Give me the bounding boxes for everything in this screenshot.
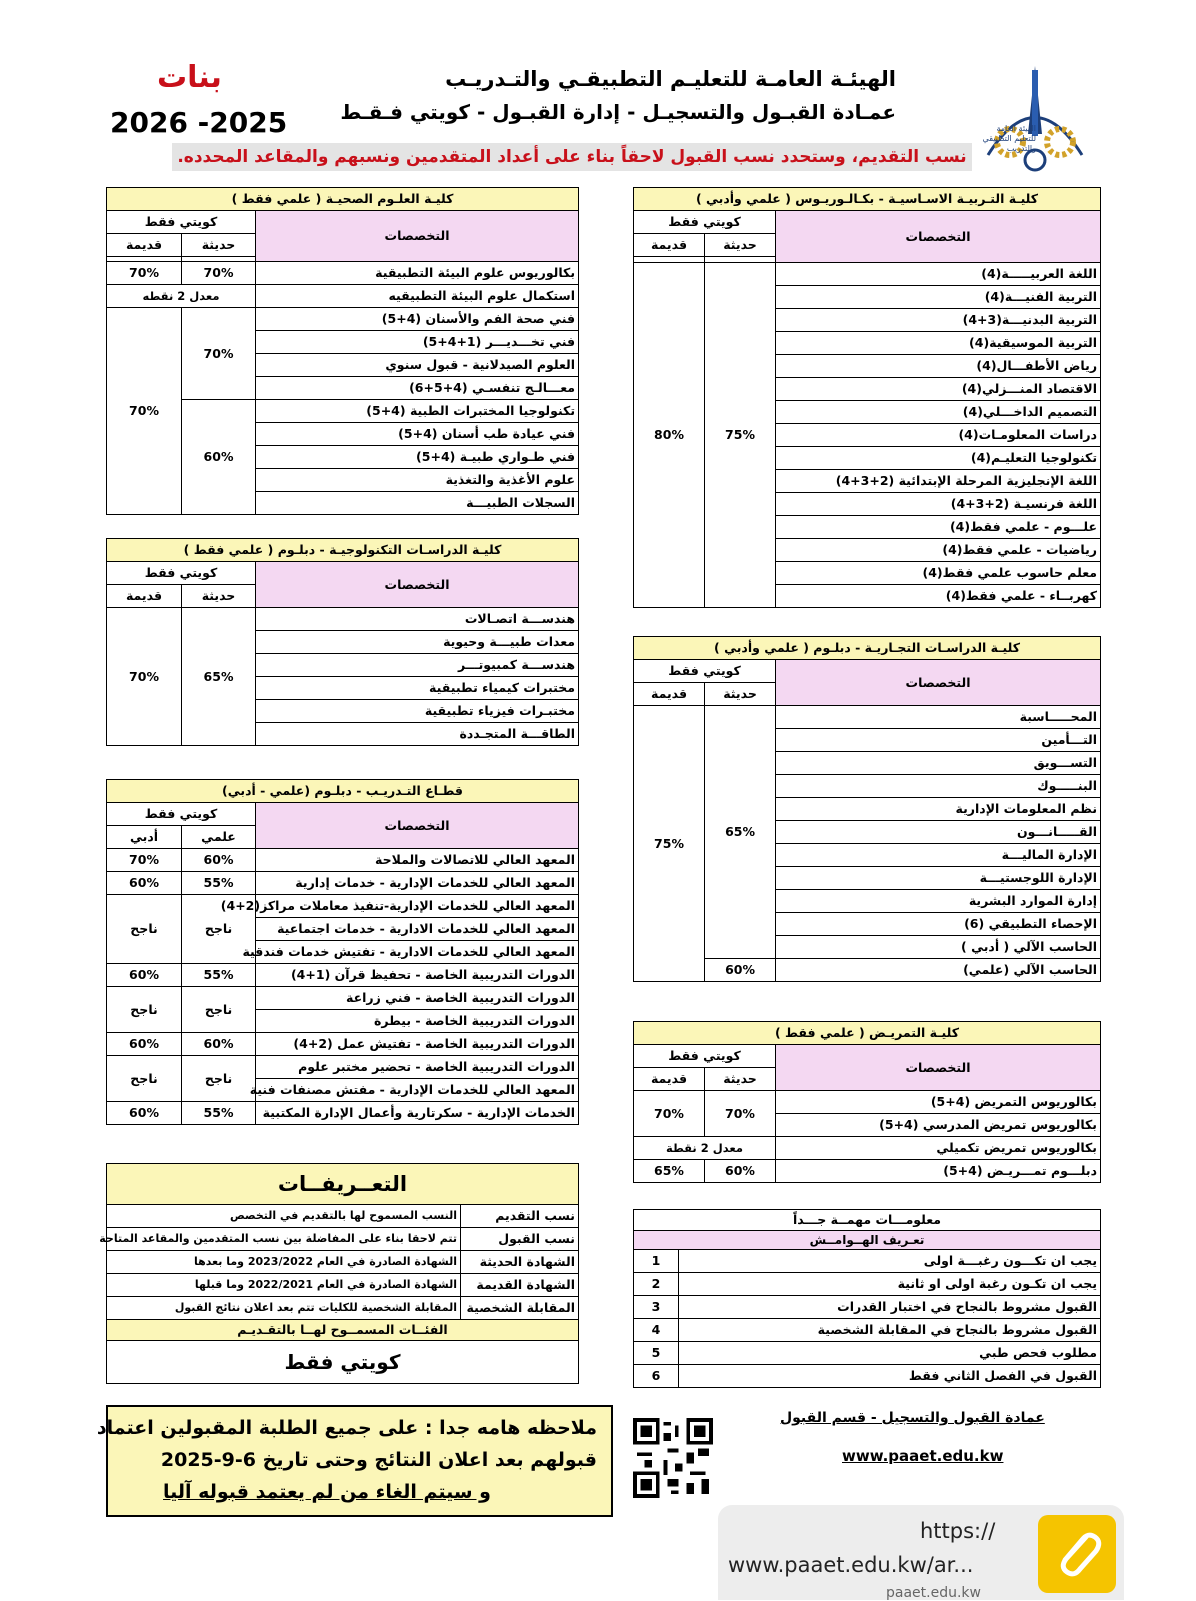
completion-requirement: معدل 2 نقطه	[107, 285, 256, 308]
new-percentage: 75%	[705, 263, 776, 608]
major-item: الحاسب الآلي (علمي)	[776, 959, 1101, 982]
old-cert-header: قديمة	[107, 234, 182, 257]
major-item: المحـــــاسبة	[776, 706, 1101, 729]
business-studies-table	[633, 636, 1101, 982]
footnote-number: 3	[634, 1296, 679, 1319]
definition-term: نسب القبول	[461, 1228, 579, 1251]
science-header: علمي	[182, 826, 256, 849]
definitions-table	[99, 1163, 579, 1384]
major-item: معـــالـج تنفسـي (4+5+6)	[256, 377, 579, 400]
major-item: رياض الأطفـــال(4)	[776, 355, 1101, 378]
major-item: التربية الموسيقية(4)	[776, 332, 1101, 355]
major-item: المعهد العالي للاتصالات والملاحة	[256, 849, 579, 872]
new-percentage: 60%	[705, 959, 776, 982]
note-line: و سيتم الغاء من لم يعتمد قبوله آليا	[163, 1481, 491, 1503]
science-percentage: 60%	[182, 1033, 256, 1056]
new-cert-header: حديثة	[705, 683, 776, 706]
science-percentage: ناجح	[182, 987, 256, 1033]
footnote-number: 2	[634, 1273, 679, 1296]
science-percentage: ناجح	[182, 895, 256, 964]
old-percentage: 75%	[634, 706, 705, 982]
footnote-text: القبول في الفصل الثاني فقط	[679, 1365, 1101, 1388]
major-item: التصميم الداخـــلي(4)	[776, 401, 1101, 424]
new-cert-header: حديثة	[705, 1068, 776, 1091]
new-percentage: 65%	[705, 706, 776, 959]
new-cert-header: حديثة	[705, 234, 776, 257]
paperclip-icon[interactable]	[1038, 1515, 1116, 1593]
basic-education-table	[633, 187, 1101, 608]
old-percentage: 70%	[107, 262, 182, 285]
footnote-number: 6	[634, 1365, 679, 1388]
major-item: معدات طبيـــة وحيوية	[256, 631, 579, 654]
literary-percentage: 60%	[107, 964, 182, 987]
literary-percentage: ناجح	[107, 1056, 182, 1102]
important-info-title: معلومـــات مهمــة جـــداً	[634, 1210, 1101, 1231]
new-percentage: 65%	[182, 608, 256, 746]
footnote-text: القبول مشروط بالنجاح في المقابلة الشخصية	[679, 1319, 1101, 1342]
new-percentage: 60%	[182, 400, 256, 515]
old-cert-header: قديمة	[107, 585, 182, 608]
footnote-text: القبول مشروط بالنجاح في اختبار القدرات	[679, 1296, 1101, 1319]
science-percentage: 55%	[182, 964, 256, 987]
major-item: معلم حاسوب علمي فقط(4)	[776, 562, 1101, 585]
major-item: المعهد العالي للخدمات الادارية - تفتيش خدمات فندقية	[256, 941, 579, 964]
definition-term: نسب التقديم	[461, 1205, 579, 1228]
health-sciences-title: كليـة العلـوم الصحيـة ( علمي فقط )	[107, 188, 579, 211]
new-cert-header: حديثة	[182, 234, 256, 257]
definition-text: الشهادة الصادرة في العام 2022/2021 وما قبلها	[107, 1274, 461, 1297]
major-item: الإدارة اللوجستيـــة	[776, 867, 1101, 890]
major-item: البنـــــوك	[776, 775, 1101, 798]
basic-education-title: كليـة التـربيـة الاسـاسيـة - بكـالـوريـوس ( علمي وأدبي )	[634, 188, 1101, 211]
major-item: التربية البدنيـــة(3+4)	[776, 309, 1101, 332]
major-item: مختبرات كيمياء تطبيقية	[256, 677, 579, 700]
specializations-header: التخصصات	[776, 211, 1101, 263]
major-item: القـــــانـــون	[776, 821, 1101, 844]
business-studies-title: كليـة الدراسـات التجـاريـة - دبلـوم ( علمي وأدبي )	[634, 637, 1101, 660]
old-percentage: 65%	[634, 1160, 705, 1183]
major-item: الاقتصاد المنـــزلي(4)	[776, 378, 1101, 401]
training-sector-table	[106, 779, 579, 1125]
major-item: اللغة فرنسيـة (2+3+4)	[776, 493, 1101, 516]
completion-requirement: معدل 2 نقطة	[634, 1137, 776, 1160]
new-percentage: 70%	[182, 262, 256, 285]
science-percentage: ناجح	[182, 1056, 256, 1102]
kuwaiti-only-header: كويتي فقط	[634, 660, 776, 683]
girls-label: بنات	[157, 60, 222, 95]
definitions-title: التعــريفــات	[107, 1164, 579, 1205]
definition-text: الشهادة الصادرة في العام 2023/2022 وما بعدها	[107, 1251, 461, 1274]
major-item: الدورات التدريبية الخاصة - تفتيش عمل (2+4)	[256, 1033, 579, 1056]
major-item: هندســـة كمبيوتـــر	[256, 654, 579, 677]
link-preview-popup[interactable]	[718, 1505, 1124, 1600]
major-item: مختبـرات فيزياء تطبيقية	[256, 700, 579, 723]
major-item: الدورات التدريبية الخاصة - بيطرة	[256, 1010, 579, 1033]
footnotes-title: تعـريف الهــوامــش	[634, 1231, 1101, 1250]
major-item: فني طـواري طبيـة (4+5)	[256, 446, 579, 469]
kuwaiti-only-header: كويتي فقط	[107, 803, 256, 826]
header-subtitle: عمـادة القبـول والتسجيـل - إدارة القبـول - كويتي فـقـط	[340, 100, 896, 124]
old-cert-header: قديمة	[634, 234, 705, 257]
major-item: الحاسب الآلي ( أدبي )	[776, 936, 1101, 959]
training-sector-title: قطـاع التـدريـب - دبلـوم (علمي - أدبي)	[107, 780, 579, 803]
tech-studies-title: كليـة الدراسـات التكنولوجيـة - دبلـوم ( علمي فقط )	[107, 539, 579, 562]
specializations-header: التخصصات	[256, 211, 579, 262]
major-item: دبلـــوم تمـــريـض (4+5)	[776, 1160, 1101, 1183]
new-percentage: 60%	[705, 1160, 776, 1183]
major-item: تكنولوجيا التعليـم(4)	[776, 447, 1101, 470]
literary-percentage: ناجح	[107, 987, 182, 1033]
application-notice: نسب التقديم، وستحدد نسب القبول لاحقاً بناء على أعداد المتقدمين ونسبهم والمقاعد المحدده.	[172, 143, 972, 171]
definition-text: تتم لاحقا بناء على المفاضلة بين نسب المتقدمين والمقاعد المتاحة	[107, 1228, 461, 1251]
major-item: رياضيات - علمي فقط(4)	[776, 539, 1101, 562]
science-percentage: 55%	[182, 872, 256, 895]
major-item: علـــوم - علمي فقط(4)	[776, 516, 1101, 539]
tech-studies-table	[106, 538, 579, 746]
science-percentage: 55%	[182, 1102, 256, 1125]
major-item: المعهد العالي للخدمات الإدارية - خدمات إدارية	[256, 872, 579, 895]
major-item: تكنولوجيا المختبرات الطبية (4+5)	[256, 400, 579, 423]
important-info-table	[633, 1209, 1101, 1388]
major-item: بكالوريوس تمريض المدرسي (4+5)	[776, 1114, 1101, 1137]
specializations-header: التخصصات	[256, 803, 579, 849]
major-item: المعهد العالي للخدمات الادارية - خدمات اجتماعية	[256, 918, 579, 941]
major-item: اللغة الإنجليزية المرحلة الإبتدائية (2+3+4)	[776, 470, 1101, 493]
allowed-categories-value: كويتي فقط	[107, 1341, 579, 1384]
new-percentage: 70%	[182, 308, 256, 400]
definition-term: الشهادة القديمة	[461, 1274, 579, 1297]
paaet-logo	[980, 60, 1090, 175]
old-percentage: 80%	[634, 263, 705, 608]
major-item: الدورات التدريبية الخاصة - تحفيظ قرآن (1+4)	[256, 964, 579, 987]
major-item: السجلات الطبيـــة	[256, 492, 579, 515]
footnote-number: 5	[634, 1342, 679, 1365]
logo-text: الهيئة العامة للتعليم التطبيقي والتدريب	[982, 124, 1036, 153]
major-item: استكمال علوم البيئة التطبيقيه	[256, 285, 579, 308]
major-item: كهربــاء - علمي فقط(4)	[776, 585, 1101, 608]
major-item: فني عيادة طب أسنان (4+5)	[256, 423, 579, 446]
major-item: الطاقـــة المتجـددة	[256, 723, 579, 746]
major-item: فني تخـــديـــر (1+4+5)	[256, 331, 579, 354]
important-note-box	[96, 1405, 613, 1517]
kuwaiti-only-header: كويتي فقط	[634, 211, 776, 234]
definition-term: الشهادة الحديثة	[461, 1251, 579, 1274]
major-item: نظم المعلومات الإدارية	[776, 798, 1101, 821]
old-percentage: 70%	[107, 308, 182, 515]
major-item: بكالوريوس علوم البيئة التطبيقية	[256, 262, 579, 285]
note-line: ملاحظه هامه جدا : على جميع الطلبة المقبولين اعتماد	[96, 1417, 597, 1439]
new-percentage: 70%	[705, 1091, 776, 1137]
link-domain: paaet.edu.kw	[886, 1585, 981, 1601]
academic-year: 2026 -2025	[110, 106, 288, 139]
old-cert-header: قديمة	[634, 683, 705, 706]
literary-percentage: 60%	[107, 1033, 182, 1056]
old-percentage: 70%	[107, 608, 182, 746]
footnote-number: 4	[634, 1319, 679, 1342]
major-item: هندســـة اتصـالات	[256, 608, 579, 631]
header-title: الهيئـة العامـة للتعليـم التطبيقـي والتـدريـب	[445, 67, 896, 91]
literary-percentage: ناجح	[107, 895, 182, 964]
major-item: الخدمات الإدارية - سكرتارية وأعمال الإدارة المكتبية	[256, 1102, 579, 1125]
link-url-line2: www.paaet.edu.kw/ar...	[728, 1553, 974, 1577]
nursing-table	[633, 1021, 1101, 1183]
new-cert-header: حديثة	[182, 585, 256, 608]
old-cert-header: قديمة	[634, 1068, 705, 1091]
specializations-header: التخصصات	[776, 660, 1101, 706]
health-sciences-table	[106, 187, 579, 515]
kuwaiti-only-header: كويتي فقط	[107, 211, 256, 234]
literary-percentage: 60%	[107, 872, 182, 895]
major-item: التربية الفنيـــة(4)	[776, 286, 1101, 309]
major-item: العلوم الصيدلانية - قبول سنوي	[256, 354, 579, 377]
link-url-line1: https://	[920, 1519, 996, 1543]
old-percentage: 70%	[634, 1091, 705, 1137]
kuwaiti-only-header: كويتي فقط	[107, 562, 256, 585]
major-item: المعهد العالي للخدمات الإدارية - مفتش مصنفات فنية	[256, 1079, 579, 1102]
major-item: إدارة الموارد البشرية	[776, 890, 1101, 913]
major-item: المعهد العالي للخدمات الإدارية-تنفيذ معاملات مراكز(2+4)	[256, 895, 579, 918]
literary-header: أدبي	[107, 826, 182, 849]
footnote-number: 1	[634, 1250, 679, 1273]
major-item: الإحصاء التطبيقي (6)	[776, 913, 1101, 936]
qr-code	[633, 1418, 713, 1498]
major-item: الدورات التدريبية الخاصة - فني زراعة	[256, 987, 579, 1010]
specializations-header: التخصصات	[256, 562, 579, 608]
footnote-text: يجب ان تكـــون رغبـــة اولى	[679, 1250, 1101, 1273]
note-line: قبولهم بعد اعلان النتائج وحتى تاريخ 6-9-2025	[160, 1449, 597, 1471]
major-item: بكالوريوس التمريض (4+5)	[776, 1091, 1101, 1114]
major-item: الدورات التدريبية الخاصة - تحضير مختبر علوم	[256, 1056, 579, 1079]
major-item: دراسات المعلومـات(4)	[776, 424, 1101, 447]
literary-percentage: 60%	[107, 1102, 182, 1125]
kuwaiti-only-header: كويتي فقط	[634, 1045, 776, 1068]
major-item: التـــأمين	[776, 729, 1101, 752]
major-item: الإدارة الماليـــة	[776, 844, 1101, 867]
literary-percentage: 70%	[107, 849, 182, 872]
major-item: فني صحة الفم والأسنان (4+5)	[256, 308, 579, 331]
footnote-text: يجب ان تكـون رغبة اولى او ثانية	[679, 1273, 1101, 1296]
definition-text: المقابلة الشخصية للكليات تتم بعد اعلان نتائج القبول	[107, 1297, 461, 1320]
website-link[interactable]: www.paaet.edu.kw	[842, 1447, 1004, 1465]
major-item: التســـويق	[776, 752, 1101, 775]
science-percentage: 60%	[182, 849, 256, 872]
definition-term: المقابلة الشخصية	[461, 1297, 579, 1320]
definition-text: النسب المسموح لها بالتقديم في التخصص	[107, 1205, 461, 1228]
footnote-text: مطلوب فحص طبي	[679, 1342, 1101, 1365]
allowed-categories-title: الفئــات المسمــوح لهــا بالتقـديـم	[107, 1320, 579, 1341]
nursing-title: كليـة التمريـض ( علمي فقط )	[634, 1022, 1101, 1045]
major-item: بكالوريوس تمريض تكميلي	[776, 1137, 1101, 1160]
major-item: اللغة العربيـــــة(4)	[776, 263, 1101, 286]
deanship-text: عمادة القبول والتسجيل - قسم القبول	[780, 1410, 1045, 1426]
specializations-header: التخصصات	[776, 1045, 1101, 1091]
major-item: علوم الأغذية والتغذية	[256, 469, 579, 492]
